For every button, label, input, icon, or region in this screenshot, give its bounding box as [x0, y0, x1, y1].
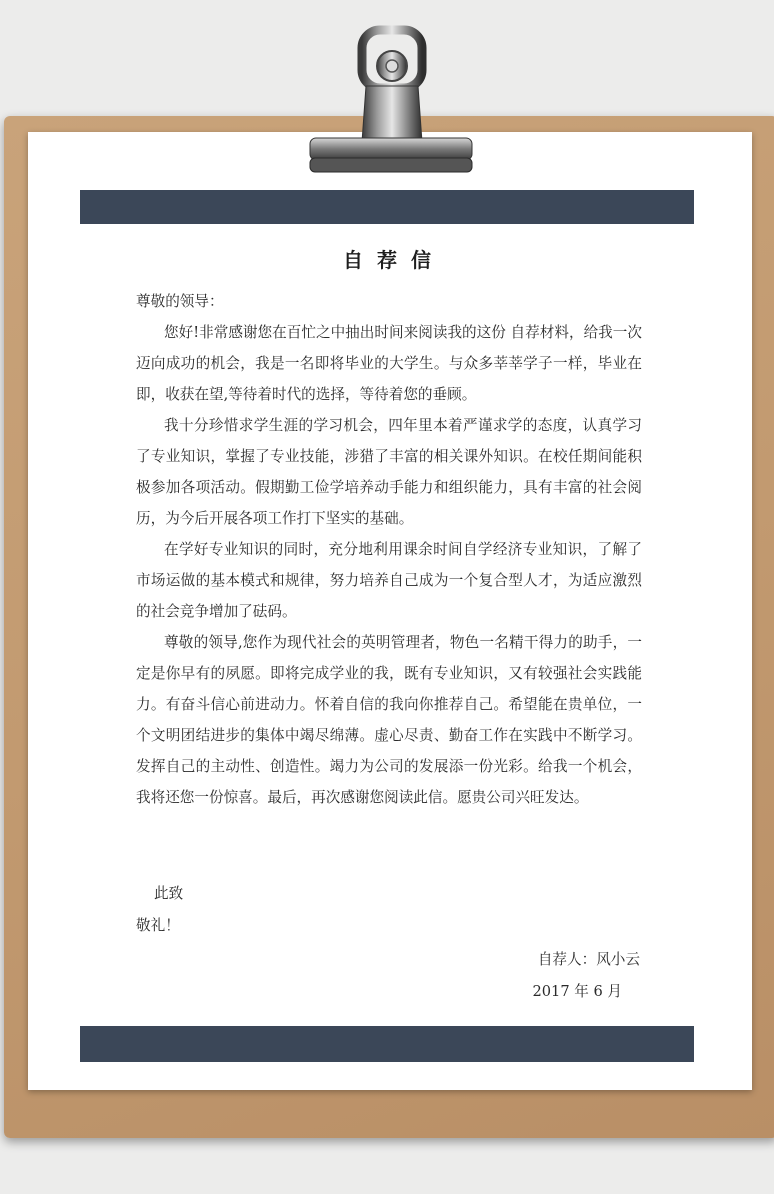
- closing-regards: 敬礼！: [136, 917, 180, 934]
- letter-greeting: 尊敬的领导：: [136, 293, 224, 310]
- paragraph-2: 我十分珍惜求学生涯的学习机会，四年里本着严谨求学的态度，认真学习了专业知识，掌握了专业技能，涉猎了丰富的相关课外知识。在校任期间能积极参加各项活动。假期勤工俭学培养动手能力和组织能力，具有丰富的社会阅历，为今后开展各项工作打下坚实的基础。: [136, 417, 642, 527]
- footer-band: [80, 1026, 694, 1062]
- closing-salute: 此致: [154, 885, 184, 902]
- binder-clip-icon: [306, 24, 476, 176]
- signature: 自荐人：风小云: [537, 951, 640, 968]
- letter-title: 自荐信: [343, 248, 445, 272]
- letter-body: [136, 317, 642, 813]
- signature-date: 2017 年 6 月: [532, 983, 622, 1000]
- header-band: [80, 190, 694, 224]
- paragraph-3: 在学好专业知识的同时，充分地利用课余时间自学经济专业知识，了解了市场运做的基本模式和规律，努力培养自己成为一个复合型人才，为适应激烈的社会竞争增加了砝码。: [136, 541, 642, 620]
- paragraph-1: 您好!非常感谢您在百忙之中抽出时间来阅读我的这份 自荐材料，给我一次迈向成功的机会，我是一名即将毕业的大学生。与众多莘莘学子一样，毕业在即，收获在望,等待着时代的选择，等待着您的垂顾。: [136, 324, 642, 403]
- paragraph-4: 尊敬的领导,您作为现代社会的英明管理者，物色一名精干得力的助手，一定是你早有的夙愿。即将完成学业的我，既有专业知识，又有较强社会实践能力。有奋斗信心前进动力。怀着自信的我向你推荐自己。希望能在贵单位，一个文明团结进步的集体中竭尽绵薄。虚心尽责、勤奋工作在实践中不断学习。发挥自己的主动性、创造性。竭力为公司的发展添一份光彩。给我一个机会，我将还您一份惊喜。最后，再次感谢您阅读此信。愿贵公司兴旺发达。: [136, 634, 642, 806]
